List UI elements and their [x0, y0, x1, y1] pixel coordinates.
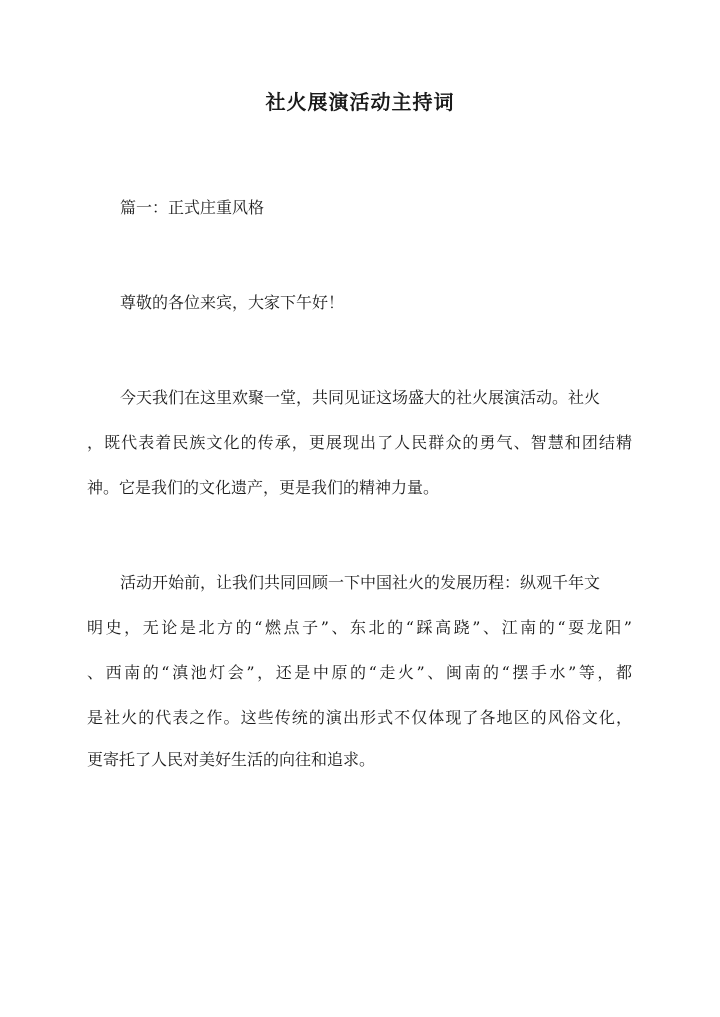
section-heading: 篇一：正式庄重风格	[120, 198, 265, 217]
paragraph-1-line-2: ，既代表着民族文化的传承，更展现出了人民群众的勇气、智慧和团结精	[87, 433, 632, 452]
document-title: 社火展演活动主持词	[265, 90, 455, 114]
paragraph-2-line-3: 、西南的“滇池灯会”，还是中原的“走火”、闽南的“摆手水”等，都	[87, 663, 632, 682]
greeting-line: 尊敬的各位来宾，大家下午好！	[120, 293, 345, 312]
paragraph-1-line-1: 今天我们在这里欢聚一堂，共同见证这场盛大的社火展演活动。社火	[120, 388, 601, 407]
paragraph-2-line-4: 是社火的代表之作。这些传统的演出形式不仅体现了各地区的风俗文化，	[87, 708, 632, 727]
paragraph-2-line-2: 明史，无论是北方的“燃点子”、东北的“踩高跷”、江南的“耍龙阳”	[87, 618, 632, 637]
paragraph-2-line-5: 更寄托了人民对美好生活的向往和追求。	[87, 750, 376, 769]
paragraph-1-line-3: 神。它是我们的文化遗产，更是我们的精神力量。	[87, 478, 440, 497]
paragraph-2-line-1: 活动开始前，让我们共同回顾一下中国社火的发展历程：纵观千年文	[120, 573, 601, 592]
